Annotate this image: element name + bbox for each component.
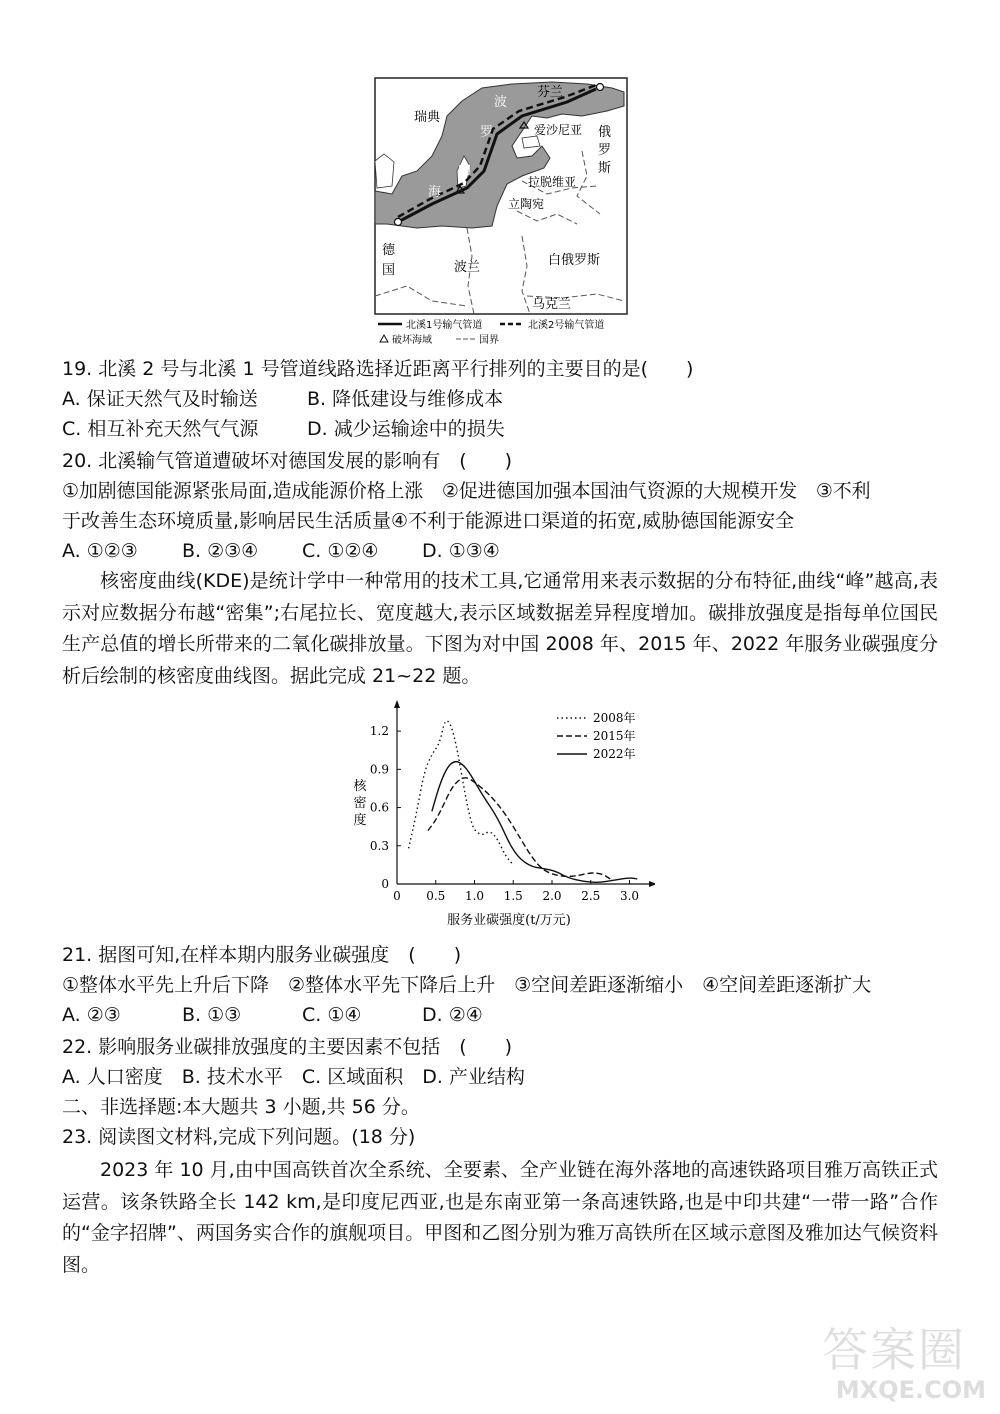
- question-19: [62, 354, 938, 444]
- y-tick-label: 0: [381, 877, 389, 891]
- label-estonia: 爱沙尼亚: [534, 123, 583, 137]
- legend-label-2015年: 2015年: [593, 729, 636, 743]
- watermark-logo: 答案圈: [822, 1323, 966, 1377]
- label-baltic-3: 的: [458, 163, 472, 178]
- label-finland: 芬兰: [537, 85, 564, 100]
- q21-options: [62, 1000, 938, 1030]
- legend-damage-icon: [380, 335, 388, 342]
- y-tick-label: 0.9: [369, 762, 389, 777]
- q23-material-paragraph: 2023 年 10 月,由中国高铁首次全系统、全要素、全产业链在海外落地的高速铁路项目雅万高铁正式运营。该条铁路全长 142 km,是印度尼西亚,也是东南亚第一条高速铁路,也是中印共建“一带一路”合作的“金字招牌”、两国务实合作的旗舰项目。甲图和乙图分别为雅万高铁所在区域示意图及雅加达气候资料图。: [62, 1159, 938, 1276]
- q20-option-a[interactable]: A. ①②③: [62, 540, 138, 562]
- legend-ns2-label: 北溪2号输气管道: [528, 320, 605, 331]
- label-russia-2: 罗: [598, 143, 612, 158]
- x-tick-label: 0.5: [426, 889, 446, 903]
- q20-statements-line1: ①加剧德国能源紧张局面,造成能源价格上涨 ②促进德国加强本国油气资源的大规模开发 ③不利: [62, 480, 871, 502]
- q19-option-b[interactable]: B. 降低建设与维修成本: [307, 388, 504, 410]
- russia-terminal: [597, 84, 604, 91]
- legend-label-2022年: 2022年: [593, 747, 636, 761]
- question-21: [62, 940, 938, 1030]
- baltic-pipeline-map: [372, 76, 630, 346]
- section-2-heading: 二、非选择题:本大题共 3 小题,共 56 分。: [62, 1096, 420, 1118]
- y-tick-label: 1.2: [369, 724, 389, 739]
- label-sweden: 瑞典: [414, 110, 441, 125]
- label-russia-3: 斯: [598, 161, 612, 176]
- q21-option-d[interactable]: D. ②④: [422, 1004, 483, 1026]
- watermark-url: MXQE.COM: [835, 1376, 986, 1404]
- q20-options: [62, 536, 938, 566]
- label-baltic-2: 罗: [480, 125, 494, 140]
- q21-option-a[interactable]: A. ②③: [62, 1004, 121, 1026]
- q21-stem: 21. 据图可知,在样本期内服务业碳强度 ( ): [62, 944, 462, 966]
- q22-options[interactable]: A. 人口密度 B. 技术水平 C. 区域面积 D. 产业结构: [62, 1066, 525, 1088]
- q19-options-row1: [62, 384, 938, 414]
- question-22: [62, 1032, 938, 1152]
- label-baltic-4: 海: [428, 185, 442, 200]
- question-20: [62, 446, 938, 566]
- chart-series: [409, 721, 638, 882]
- q23-stem: 23. 阅读图文材料,完成下列问题。(18 分): [62, 1126, 416, 1148]
- x-tick-label: 3.0: [619, 889, 640, 903]
- label-germany-2: 国: [382, 263, 396, 278]
- x-tick-label: 0: [393, 889, 401, 903]
- chart-legend: [557, 710, 636, 761]
- q20-option-d[interactable]: D. ①③④: [422, 540, 500, 562]
- q19-option-d[interactable]: D. 减少运输途中的损失: [307, 418, 505, 440]
- q21-option-c[interactable]: C. ①④: [302, 1004, 362, 1026]
- legend-label-2008年: 2008年: [593, 711, 636, 725]
- q21-statements: ①整体水平先上升后下降 ②整体水平先下降后上升 ③空间差距逐渐缩小 ④空间差距逐渐扩大: [62, 974, 872, 996]
- label-latvia: 拉脱维亚: [528, 175, 577, 189]
- q19-stem: 19. 北溪 2 号与北溪 1 号管道线路选择近距离平行排列的主要目的是( ): [62, 358, 694, 380]
- legend-border-label: 国界: [479, 335, 499, 346]
- y-tick-label: 0.3: [369, 838, 389, 853]
- x-tick-label: 1.0: [464, 889, 485, 903]
- series-line-2008年: [409, 721, 514, 865]
- q19-option-c[interactable]: C. 相互补充天然气气源: [62, 418, 259, 440]
- label-belarus: 白俄罗斯: [548, 253, 601, 268]
- q20-option-b[interactable]: B. ②③④: [182, 540, 259, 562]
- q20-option-c[interactable]: C. ①②④: [302, 540, 379, 562]
- legend-damage-label: 破坏海域: [392, 335, 432, 346]
- label-russia-1: 俄: [598, 125, 612, 140]
- q20-statements-line2: 于改善生态环境质量,影响居民生活质量④不利于能源进口渠道的拓宽,威胁德国能源安全: [62, 510, 795, 532]
- kde-chart: [335, 698, 655, 930]
- q20-stem: 20. 北溪输气管道遭破坏对德国发展的影响有 ( ): [62, 450, 513, 472]
- y-tick-label: 0.6: [369, 800, 389, 815]
- island-saaremaa: [522, 136, 540, 148]
- series-line-2022年: [432, 762, 637, 883]
- label-baltic-1: 波: [494, 95, 508, 110]
- y-axis-title: 核密度: [353, 779, 367, 828]
- label-ukraine: 乌克兰: [532, 297, 572, 312]
- x-tick-label: 2.0: [542, 889, 562, 903]
- label-poland: 波兰: [454, 260, 481, 275]
- label-germany-1: 德: [382, 243, 396, 258]
- watermark: [816, 1314, 986, 1404]
- x-tick-label: 1.5: [503, 889, 523, 903]
- x-axis-arrow-icon: [649, 881, 655, 887]
- q21-option-b[interactable]: B. ①③: [182, 1004, 242, 1026]
- kde-chart-svg: [335, 698, 655, 930]
- x-tick-label: 2.5: [581, 889, 601, 903]
- q19-options-row2: [62, 414, 938, 444]
- q22-stem: 22. 影响服务业碳排放强度的主要因素不包括 ( ): [62, 1036, 513, 1058]
- y-axis-arrow-icon: [394, 700, 400, 708]
- kde-intro-paragraph: 核密度曲线(KDE)是统计学中一种常用的技术工具,它通常用来表示数据的分布特征,曲线“峰”越高,表示对应数据分布越“密集”;右尾拉长、宽度越大,表示区域数据差异程度增加。碳排放强度是指每单位国民生产总值的增长所带来的二氧化碳排放量。下图为对中国 2008 年、2015 年、2022 年服务业碳强度分析后绘制的核密度曲线图。据此完成 21~22 题。: [62, 570, 938, 687]
- map-svg: [372, 76, 630, 346]
- x-axis-title: 服务业碳强度(t/万元): [447, 913, 571, 928]
- label-lithuania: 立陶宛: [508, 197, 545, 211]
- series-line-2015年: [428, 778, 610, 879]
- legend-ns1-label: 北溪1号输气管道: [406, 320, 483, 331]
- germany-terminal: [395, 219, 402, 226]
- q19-option-a[interactable]: A. 保证天然气及时输送: [62, 388, 258, 410]
